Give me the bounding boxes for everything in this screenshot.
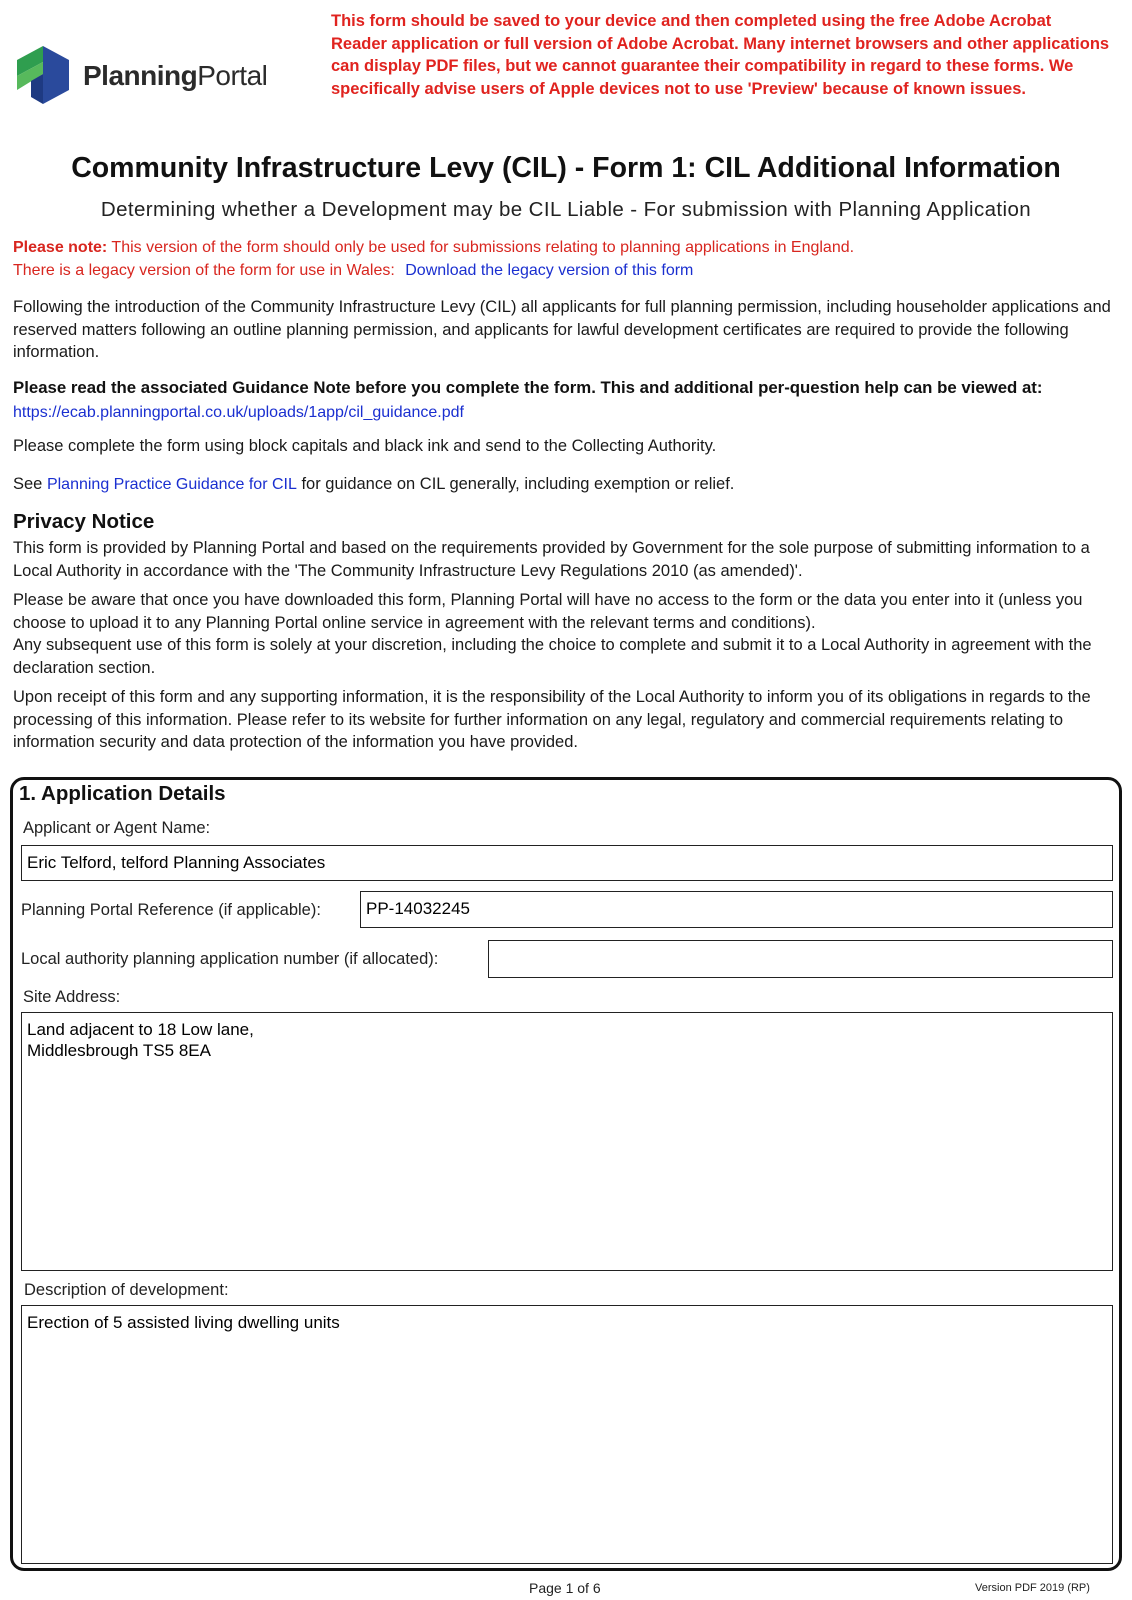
guidance-url-link[interactable]: https://ecab.planningportal.co.uk/uploads/1app/cil_guidance.pdf xyxy=(13,404,464,421)
england-only-note xyxy=(13,239,854,257)
see-prefix: See xyxy=(13,475,47,493)
la-application-number-label: Local authority planning application number (if allocated): xyxy=(21,950,439,968)
logo-wordmark xyxy=(83,60,267,92)
privacy-paragraph-3: Any subsequent use of this form is solely at your discretion, including the choice to complete and submit it to a Local Authority in agreement with the declaration section. xyxy=(13,636,1092,677)
see-suffix: for guidance on CIL generally, including exemption or relief. xyxy=(296,475,735,493)
privacy-paragraph-2: Please be aware that once you have downloaded this form, Planning Portal will have no access to the form or the data you enter into it (unless you choose to upload it to any Planning Portal online service in agreement with the relevant terms and conditions). xyxy=(13,591,1083,632)
site-address-field[interactable]: Land adjacent to 18 Low lane, Middlesbrough TS5 8EA xyxy=(21,1012,1113,1271)
page-number: Page 1 of 6 xyxy=(529,1580,601,1596)
intro-paragraph: Following the introduction of the Community Infrastructure Levy (CIL) all applicants for full planning permission, including householder applications and reserved matters following an outline planning permission, and applicants for lawful development certificates are required to provide the following information. xyxy=(13,298,1111,361)
page-subtitle: Determining whether a Development may be CIL Liable - For submission with Planning Application xyxy=(100,198,1032,221)
privacy-notice-heading: Privacy Notice xyxy=(13,510,155,533)
please-note-text: This version of the form should only be used for submissions relating to planning applications in England. xyxy=(107,239,855,256)
portal-reference-field[interactable]: PP-14032245 xyxy=(360,891,1113,928)
legacy-form-link[interactable]: Download the legacy version of this form xyxy=(405,262,694,279)
application-details-heading: 1. Application Details xyxy=(19,782,226,805)
page-title: Community Infrastructure Levy (CIL) - Form 1: CIL Additional Information xyxy=(71,152,1061,184)
development-description-label: Description of development: xyxy=(24,1281,229,1299)
ppg-cil-sentence xyxy=(13,473,1118,497)
privacy-paragraph-1: This form is provided by Planning Portal and based on the requirements provided by Government for the sole purpose of submitting information to a Local Authority in accordance with the 'The Community Infrastructure Levy Regulations 2010 (as amended)'. xyxy=(13,539,1090,580)
version-label: Version PDF 2019 (RP) xyxy=(975,1582,1090,1594)
please-note-label: Please note: xyxy=(13,239,108,256)
la-application-number-field[interactable] xyxy=(488,940,1113,978)
compatibility-warning: This form should be saved to your device and then completed using the free Adobe Acrobat Reader application or full version of Adobe Acrobat. Many internet browsers and other applications can display PDF files, but we cannot guarantee their compatibility in regard to these forms. We specifically advise users of Apple devices not to use 'Preview' because of known issues. xyxy=(331,12,1110,98)
portal-reference-label: Planning Portal Reference (if applicable): xyxy=(21,901,321,919)
ppg-cil-link[interactable]: Planning Practice Guidance for CIL xyxy=(46,476,297,493)
wales-legacy-note xyxy=(13,262,693,280)
logo-text-bold: Planning xyxy=(83,60,198,91)
guidance-read-text: Please read the associated Guidance Note before you complete the form. This and additional per-question help can be viewed at: xyxy=(13,378,1043,397)
legacy-text: There is a legacy version of the form for use in Wales: xyxy=(13,262,400,279)
planning-portal-logo xyxy=(13,40,283,110)
applicant-name-field[interactable]: Eric Telford, telford Planning Associates xyxy=(21,845,1113,881)
development-description-field[interactable]: Erection of 5 assisted living dwelling units xyxy=(21,1305,1113,1564)
privacy-paragraph-4: Upon receipt of this form and any supporting information, it is the responsibility of the Local Authority to inform you of its obligations in regards to the processing of this information. Please refer to its website for further information on any legal, regulatory and commercial requirements relating to information security and data protection of the information you have provided. xyxy=(13,688,1091,751)
site-address-label: Site Address: xyxy=(23,988,121,1006)
planning-portal-logo-icon xyxy=(13,40,75,110)
applicant-name-label: Applicant or Agent Name: xyxy=(23,819,211,837)
logo-text-light: Portal xyxy=(197,60,268,91)
block-capitals-instruction: Please complete the form using block capitals and black ink and send to the Collecting Authority. xyxy=(13,437,717,455)
